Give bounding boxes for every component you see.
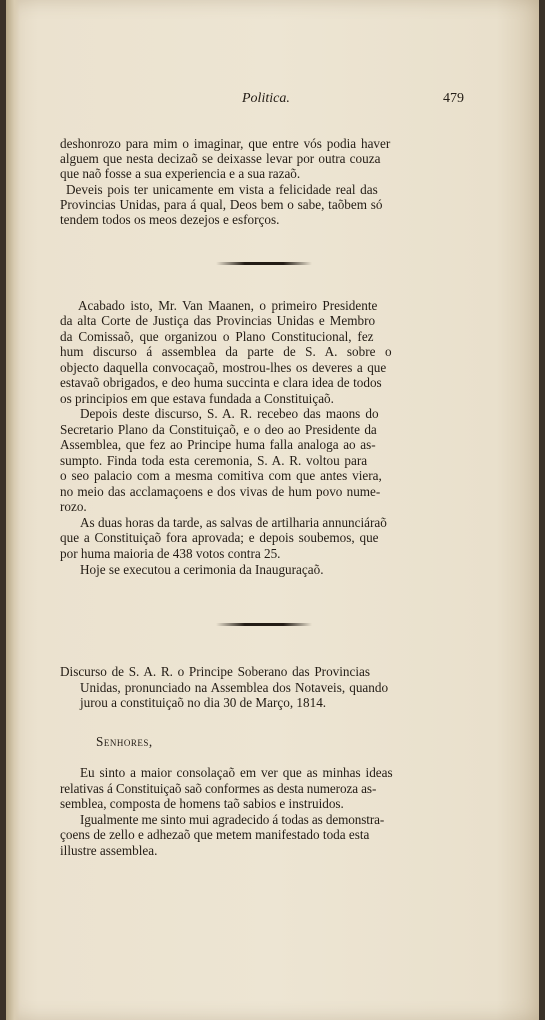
running-head-title: Politica. <box>242 91 290 106</box>
paragraph-line: Acabado isto, Mr. Van Maanen, o primeiro Presidente <box>78 298 378 313</box>
paragraph-line: çoens de zello e adhezaõ que metem manifestado toda esta <box>60 827 370 842</box>
paragraph-line: As duas horas da tarde, as salvas de artilharia annunciáraõ <box>80 515 387 530</box>
paragraph-line: Igualmente me sinto mui agradecido á todas as demonstra- <box>80 812 385 827</box>
salutation: Senhores, <box>96 734 153 749</box>
paragraph-line: Discurso de S. A. R. o Principe Soberano das Provincias <box>60 664 371 679</box>
paragraph-line: Eu sinto a maior consolaçaõ em ver que as minhas ideas <box>80 765 393 780</box>
paragraph-line: os principios em que estava fundada a Constituiçaõ. <box>60 391 334 406</box>
page-gutter <box>6 0 20 1020</box>
book-page <box>6 0 539 1020</box>
paragraph-line: que naõ fosse a sua experiencia e a sua razaõ. <box>60 166 301 181</box>
section-rule <box>216 262 312 265</box>
paragraph-line: relativas á Constituiçaõ saõ conformes as desta numeroza as- <box>60 781 377 796</box>
paragraph-line: o seo palacio com a mesma comitiva com que antes viera, <box>60 468 382 483</box>
paragraph-line: jurou a constituiçaõ no dia 30 de Março, 1814. <box>80 695 327 710</box>
paragraph-line: no meio das acclamaçoens e dos vivas de hum povo nume- <box>60 484 381 499</box>
paragraph-line: Deveis pois ter unicamente em vista a felicidade real das <box>66 182 378 197</box>
paragraph-line: estavaõ obrigados, e deo huma succinta e clara idea de todos <box>60 375 382 390</box>
paragraph-line: objecto daquella convocaçaõ, mostrou-lhes os deveres a que <box>60 360 387 375</box>
paragraph-line: alguem que nesta decizaõ se deixasse levar por outra couza <box>60 151 381 166</box>
paragraph-line: sumpto. Finda toda esta ceremonia, S. A. R. voltou para <box>60 453 368 468</box>
paragraph-line: Assemblea, que fez ao Principe huma falla analoga ao as- <box>60 437 376 452</box>
paragraph-line: Unidas, pronunciado na Assemblea dos Notaveis, quando <box>80 680 389 695</box>
paragraph-line: semblea, composta de homens taõ sabios e instruidos. <box>60 796 344 811</box>
paragraph-line: da Comissaõ, que organizou o Plano Constitucional, fez <box>60 329 374 344</box>
paragraph-line: por huma maioria de 438 votos contra 25. <box>60 546 281 561</box>
paragraph-line: illustre assemblea. <box>60 843 158 858</box>
paragraph-line: hum discurso á assemblea da parte de S. A. sobre o <box>60 344 392 359</box>
page-number: 479 <box>443 91 464 106</box>
paragraph-line: rozo. <box>60 499 87 514</box>
paragraph-line: Hoje se executou a cerimonia da Inauguraçaõ. <box>80 562 324 577</box>
paragraph-line: Provincias Unidas, para á qual, Deos bem o sabe, taõbem só <box>60 197 383 212</box>
paragraph-line: da alta Corte de Justiça das Provincias Unidas e Membro <box>60 313 376 328</box>
paragraph-line: que a Constituiçaõ fora aprovada; e depois soubemos, que <box>60 530 379 545</box>
section-rule <box>216 623 312 626</box>
paragraph-line: Secretario Plano da Constituiçaõ, e o deo ao Presidente da <box>60 422 377 437</box>
paragraph-line: tendem todos os meos dezejos e esforços. <box>60 212 280 227</box>
paragraph-line: deshonrozo para mim o imaginar, que entre vós podia haver <box>60 136 391 151</box>
paragraph-line: Depois deste discurso, S. A. R. recebeo das maons do <box>80 406 379 421</box>
